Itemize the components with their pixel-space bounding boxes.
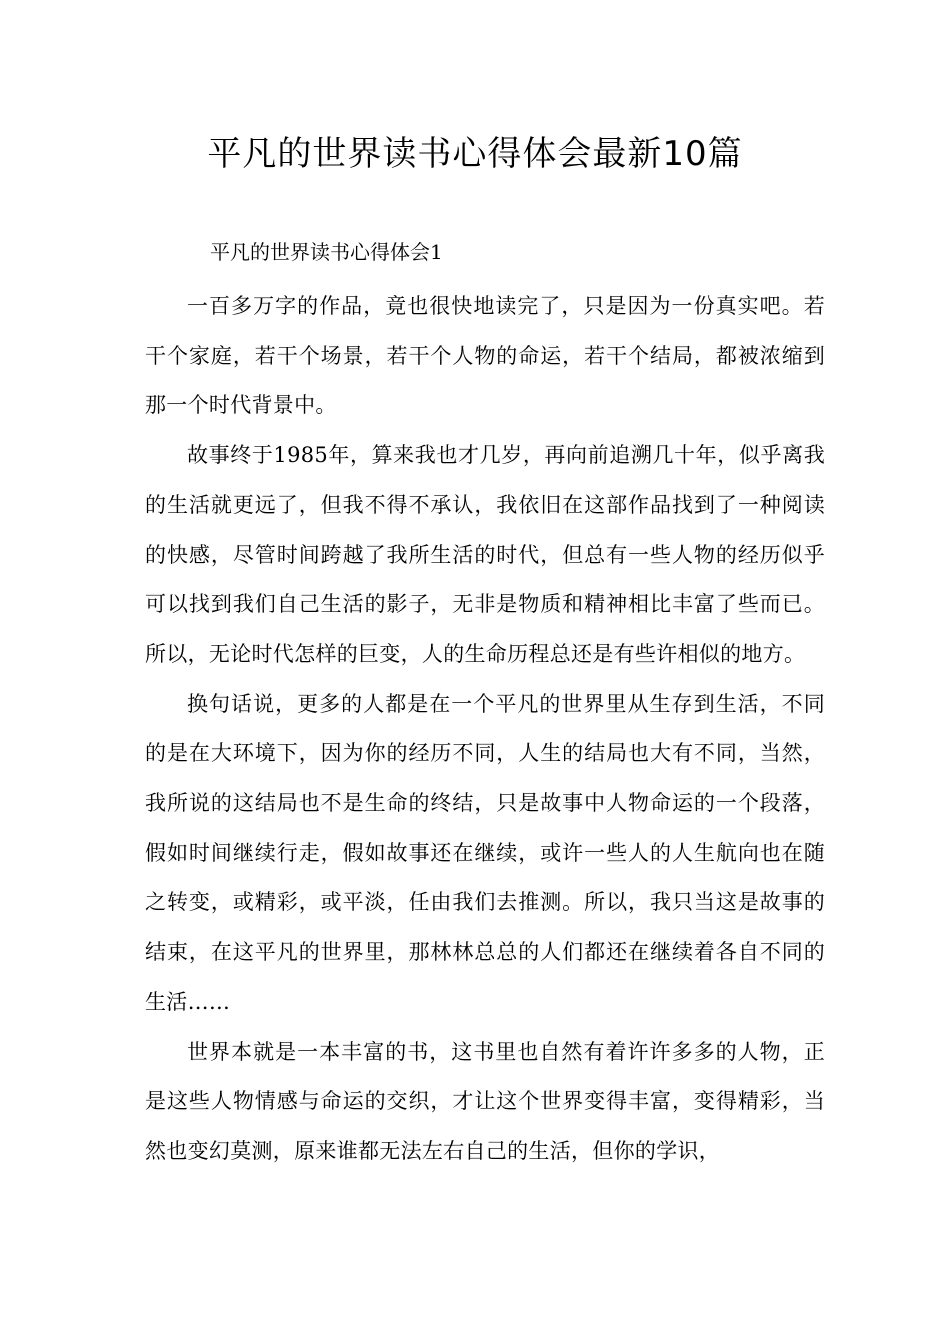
paragraph: 故事终于1985年，算来我也才几岁，再向前追溯几十年，似乎离我的生活就更远了，但我不得不承认，我依旧在这部作品找到了一种阅读的快感，尽管时间跨越了我所生活的时代，但总有一些人物的经历似乎可以找到我们自己生活的影子，无非是物质和精神相比丰富了些而已。所以，无论时代怎样的巨变，人的生命历程总还是有些许相似的地方。 — [145, 443, 825, 666]
section-heading: 平凡的世界读书心得体会1 — [210, 240, 443, 264]
document-body — [145, 282, 825, 1177]
document-title: 平凡的世界读书心得体会最新10篇 — [207, 134, 743, 174]
paragraph: 一百多万字的作品，竟也很快地读完了，只是因为一份真实吧。若干个家庭，若干个场景，若干个人物的命运，若干个结局，都被浓缩到那一个时代背景中。 — [145, 294, 825, 418]
paragraph: 换句话说，更多的人都是在一个平凡的世界里从生存到生活，不同的是在大环境下，因为你的经历不同，人生的结局也大有不同，当然，我所说的这结局也不是生命的终结，只是故事中人物命运的一个段落，假如时间继续行走，假如故事还在继续，或许一些人的人生航向也在随之转变，或精彩，或平淡，任由我们去推测。所以，我只当这是故事的结束，在这平凡的世界里，那林林总总的人们都还在继续着各自不同的生活…… — [145, 691, 825, 1014]
paragraph: 世界本就是一本丰富的书，这书里也自然有着许许多多的人物，正是这些人物情感与命运的交织，才让这个世界变得丰富，变得精彩，当然也变幻莫测，原来谁都无法左右自己的生活，但你的学识， — [145, 1039, 825, 1163]
